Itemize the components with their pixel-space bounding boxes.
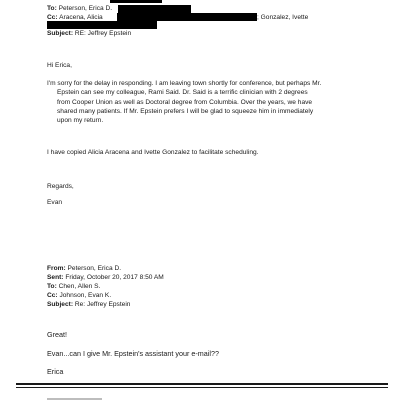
paragraph-1-line: shared many patients. If Mr. Epstein prefers I will be glad to squeeze him in immediately <box>57 107 314 115</box>
to-value: Peterson, Erica D. <box>58 5 113 12</box>
subject-value: RE: Jeffrey Epstein <box>74 30 132 37</box>
from-label: From: <box>47 265 66 272</box>
email-sent-line <box>47 274 164 282</box>
redaction-bar-top <box>110 0 162 3</box>
email-subject-line <box>47 30 131 38</box>
email-subject-line-2 <box>47 301 130 309</box>
reply-line-1: Great! <box>47 330 67 339</box>
email-to-line-2 <box>47 283 100 291</box>
cc-label-2: Cc: <box>47 292 58 299</box>
signature-evan: Evan <box>47 199 63 206</box>
redaction-bar-cc-2 <box>47 21 157 29</box>
paragraph-1-line: upon my return. <box>57 117 104 125</box>
page-divider-thick <box>16 383 388 385</box>
subject-value-2: Re: Jeffrey Epstein <box>74 301 131 308</box>
greeting: Hi Erica, <box>47 62 72 69</box>
email-to-line <box>47 5 112 13</box>
cc-value-3: Johnson, Evan K. <box>59 292 112 299</box>
subject-label-2: Subject: <box>47 301 74 308</box>
paragraph-1 <box>47 79 387 125</box>
cc-value-1: Aracena, Alicia <box>59 14 103 21</box>
from-value: Peterson, Erica D. <box>67 265 122 272</box>
paragraph-1-line: from Cooper Union as well as Doctoral degree from Columbia. Over the years, we have <box>57 98 313 106</box>
cc-label: Cc: <box>47 14 58 21</box>
subject-label: Subject: <box>47 30 74 37</box>
sent-label: Sent: <box>47 274 64 281</box>
reply-line-2: Evan...can I give Mr. Epstein's assistant your e-mail?? <box>47 349 219 358</box>
to-label-2: To: <box>47 283 57 290</box>
paragraph-1-line: Epstein can see my colleague, Rami Said. Dr. Said is a terrific clinician with 2 degrees <box>57 89 308 97</box>
paragraph-1-line: I'm sorry for the delay in responding. I am leaving town shortly for conference, but perhaps Mr. <box>47 80 322 87</box>
sent-value: Friday, October 20, 2017 8:50 AM <box>65 274 164 281</box>
to-value-2: Chen, Allen S. <box>58 283 101 290</box>
redaction-bar-cc <box>117 13 257 21</box>
page-divider-thin <box>16 387 388 388</box>
closing: Regards, <box>47 183 74 190</box>
signature-erica: Erica <box>47 367 64 376</box>
paragraph-2: I have copied Alicia Aracena and Ivette Gonzalez to facilitate scheduling. <box>47 149 259 156</box>
email-from-line <box>47 265 121 273</box>
cc-value-2: ; Gonzalez, Ivette <box>257 14 309 21</box>
email-cc-line-2 <box>47 292 111 300</box>
redaction-bar-to <box>118 5 191 13</box>
to-label: To: <box>47 5 57 12</box>
